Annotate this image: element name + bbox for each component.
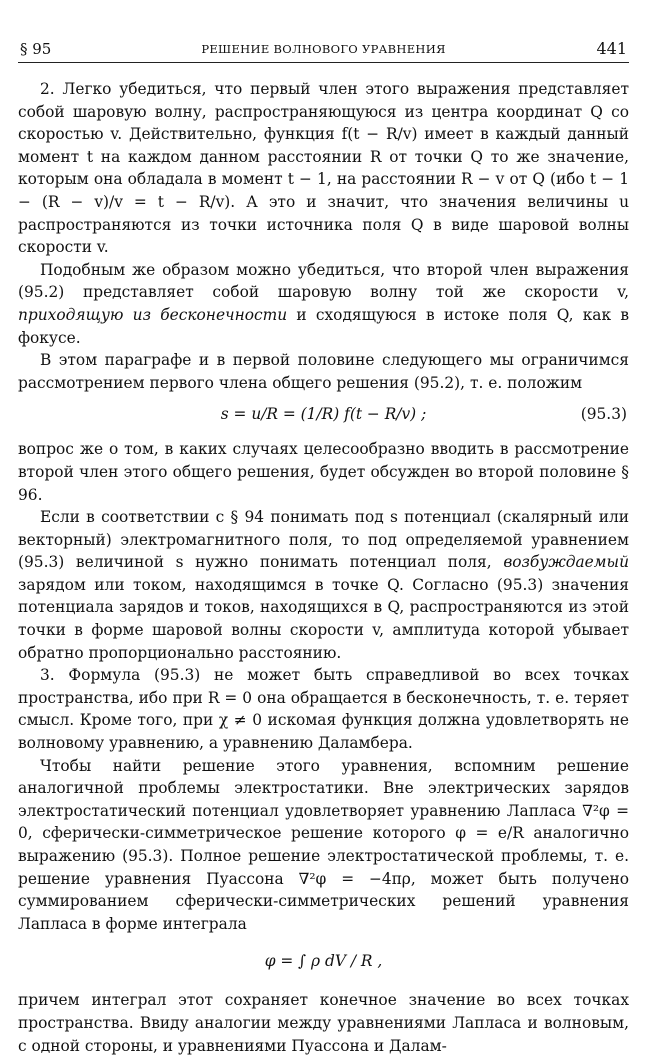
main-text [18,78,629,1057]
equation-body: φ = ∫ ρ dV / R , [264,952,383,971]
equation-label: (95.3) [580,405,627,424]
paragraph: В этом параграфе и в первой половине следующего мы ограничимся рассмотрением первого члена общего решения (95.2), т. е. положим [18,351,629,392]
paragraph: Если в соответствии с § 94 понимать под s потенциал (скалярный или векторный) электромагнитного поля, то под определяемой уравнением (95.3) величиной s нужно понимать потенциал поля, возбуждаемый зарядом или током, находящимся в точке Q. Согласно (95.3) значения потенциала зарядов и токов, находящихся в Q, распространяются из этой точки в форме шаровой волны скорости v, амплитуда которой убывает обратно пропорционально расстоянию. [18,508,629,662]
paragraph: Чтобы найти решение этого уравнения, вспомним решение аналогичной проблемы электростатики. Вне электрических зарядов электростатический потенциал удовлетворяет уравнению Лапласа ∇²φ = 0, сферически-симметрическое решение которого φ = e/R аналогично выражению (95.3). Полное решение электростатической проблемы, т. е. решение уравнения Пуассона ∇²φ = −4πρ, может быть получено суммированием сферически-симметрических решений уравнения Лапласа в форме интеграла [18,756,629,933]
running-header [18,36,629,63]
paragraph: вопрос же о том, в каких случаях целесообразно вводить в рассмотрение второй член этого общего решения, будет обсужден во второй половине § 96. [18,440,629,504]
paragraph: причем интеграл этот сохраняет конечное значение во всех точках пространства. Ввиду аналогии между уравнениями Лапласа и волновым, с одной стороны, и уравнениями Пуассона и Далам- [18,991,629,1055]
equation-body: s = u/R = (1/R) f(t − R/v) ; [220,405,427,424]
equation-95-3 [18,394,629,438]
page-number: 441 [596,39,627,58]
section-number: § 95 [20,40,52,58]
paragraph: 2. Легко убедиться, что первый член этого выражения представляет собой шаровую волну, распространяющуюся из центра координат Q со скоростью v. Действительно, функция f(t − R/v) имеет в каждый данный момент t на каждом данном расстоянии R от точки Q то же значение, которым она обладала в момент t − 1, на расстоянии R − v от Q (ибо t − 1 − (R − v)/v = t − R/v). А это и значит, что значения величины u распространяются из точки источника поля Q в виде шаровой волны скорости v. [18,80,629,257]
emphasis: возбуждаемый [503,553,629,572]
running-title: РЕШЕНИЕ ВОЛНОВОГО УРАВНЕНИЯ [201,42,446,56]
equation-integral [18,935,629,989]
paragraph: Подобным же образом можно убедиться, что второй член выражения (95.2) представляет собой шаровую волну той же скорости v, приходящую из бесконечности и сходящуюся в истоке поля Q, как в фокусе. [18,260,630,347]
paragraph: 3. Формула (95.3) не может быть справедливой во всех точках пространства, ибо при R = 0 она обращается в бесконечность, т. е. теряет смысл. Кроме того, при χ ≠ 0 искомая функция должна удовлетворять не волновому уравнению, а уравнению Даламбера. [18,666,629,753]
emphasis: приходящую из бесконечности [18,305,288,324]
